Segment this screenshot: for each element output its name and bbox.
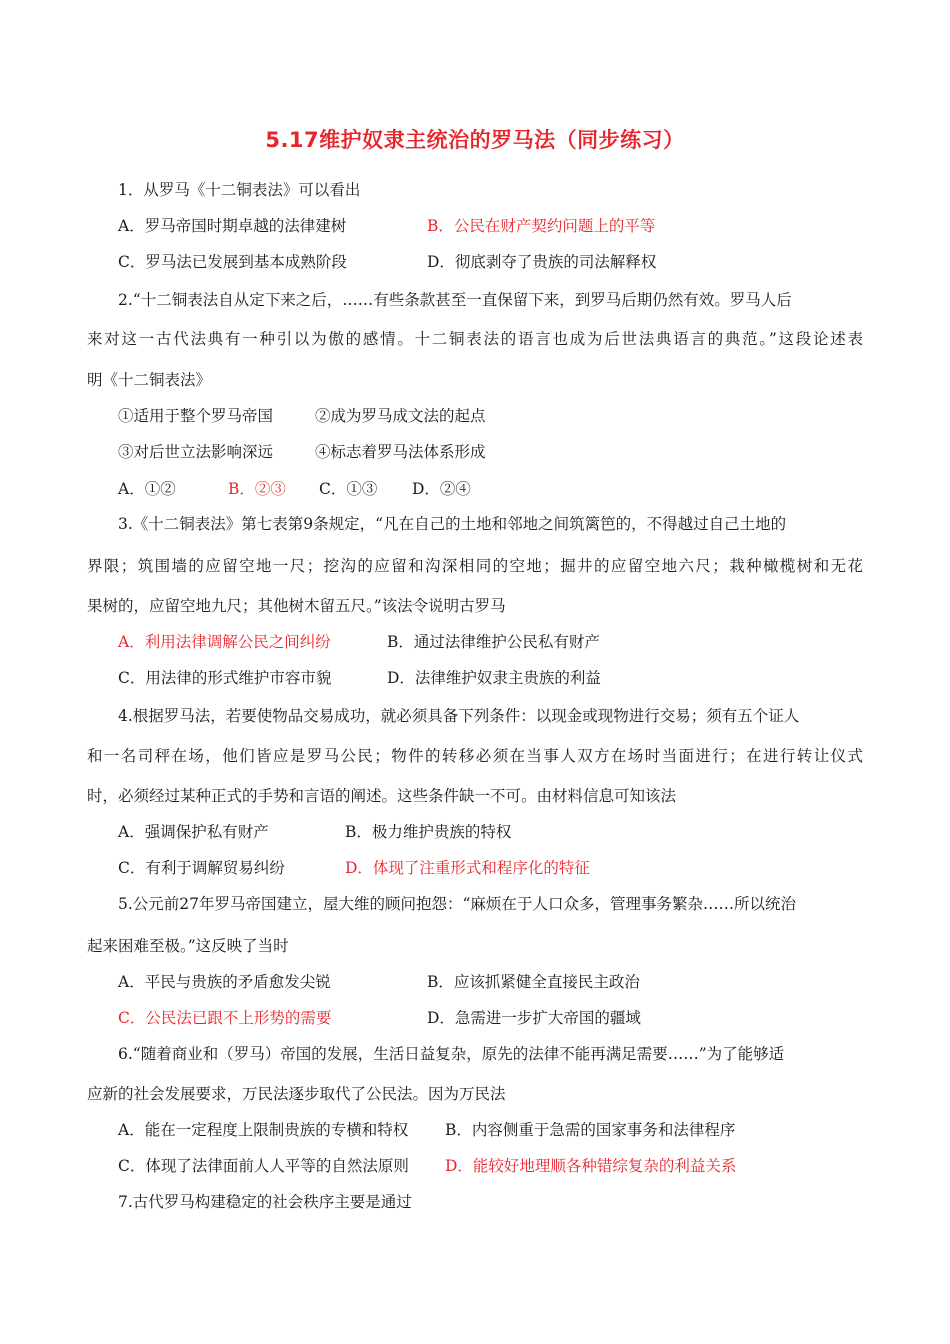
q6-stem-line1: 6.“随着商业和（罗马）帝国的发展，生活日益复杂，原先的法律不能再满足需要……”为了能够适 <box>118 1045 785 1063</box>
q5-option-b: B．应该抓紧健全直接民主政治 <box>427 973 640 991</box>
q3-stem-line3: 果树的，应留空地九尺；其他树木留五尺。”该法令说明古罗马 <box>87 597 506 615</box>
q3-option-d: D．法律维护奴隶主贵族的利益 <box>387 669 601 687</box>
q3-option-c: C．用法律的形式维护市容市貌 <box>118 669 332 687</box>
q3-stem-line2: 界限；筑围墙的应留空地一尺；挖沟的应留和沟深相同的空地；掘井的应留空地六尺；栽种橄榄树和无花 <box>87 557 863 575</box>
q6-option-d-answer: D．能较好地理顺各种错综复杂的利益关系 <box>445 1157 737 1175</box>
q6-option-b: B．内容侧重于急需的国家事务和法律程序 <box>445 1121 736 1139</box>
q1-option-b-answer: B．公民在财产契约问题上的平等 <box>427 217 656 235</box>
q2-option-b-answer: B．②③ <box>228 480 286 498</box>
q2-stem-line1: 2.“十二铜表法自从定下来之后，……有些条款甚至一直保留下来，到罗马后期仍然有效。罗马人后 <box>118 291 792 309</box>
q1-option-c: C．罗马法已发展到基本成熟阶段 <box>118 253 347 271</box>
q2-option-d: D．②④ <box>412 480 471 498</box>
q2-option-a: A．①② <box>118 480 176 498</box>
q2-statement-3: ③对后世立法影响深远 <box>118 443 274 461</box>
q4-stem-line2: 和一名司秤在场，他们皆应是罗马公民；物件的转移必须在当事人双方在场时当面进行；在进行转让仪式 <box>87 747 863 765</box>
q2-stem-line3: 明《十二铜表法》 <box>87 371 212 389</box>
q2-stem-line2: 来对这一古代法典有一种引以为傲的感情。十二铜表法的语言也成为后世法典语言的典范。”这段论述表 <box>87 330 863 348</box>
q4-option-a: A．强调保护私有财产 <box>118 823 269 841</box>
q4-option-c: C．有利于调解贸易纠纷 <box>118 859 285 877</box>
q3-option-a-answer: A．利用法律调解公民之间纠纷 <box>118 633 331 651</box>
q6-option-c: C．体现了法律面前人人平等的自然法原则 <box>118 1157 409 1175</box>
q4-stem-line3: 时，必须经过某种正式的手势和言语的阐述。这些条件缺一不可。由材料信息可知该法 <box>87 787 677 805</box>
q5-stem-line1: 5.公元前27年罗马帝国建立，屋大维的顾问抱怨：“麻烦在于人口众多，管理事务繁杂……所以统治 <box>118 895 796 913</box>
q3-option-b: B．通过法律维护公民私有财产 <box>387 633 600 651</box>
q6-option-a: A．能在一定程度上限制贵族的专横和特权 <box>118 1121 409 1139</box>
q3-stem-line1: 3.《十二铜表法》第七表第9条规定，“凡在自己的土地和邻地之间筑篱笆的，不得越过自己土地的 <box>118 515 787 533</box>
q4-option-b: B．极力维护贵族的特权 <box>345 823 512 841</box>
q4-option-d-answer: D．体现了注重形式和程序化的特征 <box>345 859 590 877</box>
q5-option-d: D．急需进一步扩大帝国的疆域 <box>427 1009 641 1027</box>
q2-statement-1: ①适用于整个罗马帝国 <box>118 407 274 425</box>
q7-stem: 7.古代罗马构建稳定的社会秩序主要是通过 <box>118 1193 412 1211</box>
q5-option-a: A．平民与贵族的矛盾愈发尖锐 <box>118 973 331 991</box>
q4-stem-line1: 4.根据罗马法，若要使物品交易成功，就必须具备下列条件：以现金或现物进行交易；须有五个证人 <box>118 707 800 725</box>
q2-option-c: C．①③ <box>319 480 378 498</box>
q2-statement-4: ④标志着罗马法体系形成 <box>315 443 486 461</box>
q1-option-a: A．罗马帝国时期卓越的法律建树 <box>118 217 347 235</box>
page-title: 5.17维护奴隶主统治的罗马法（同步练习） <box>265 128 685 152</box>
q6-stem-line2: 应新的社会发展要求，万民法逐步取代了公民法。因为万民法 <box>87 1085 506 1103</box>
q1-option-d: D．彻底剥夺了贵族的司法解释权 <box>427 253 657 271</box>
q5-stem-line2: 起来困难至极。”这反映了当时 <box>87 937 289 955</box>
q2-statement-2: ②成为罗马成文法的起点 <box>315 407 486 425</box>
q5-option-c-answer: C．公民法已跟不上形势的需要 <box>118 1009 332 1027</box>
q1-stem: 1．从罗马《十二铜表法》可以看出 <box>118 181 361 199</box>
